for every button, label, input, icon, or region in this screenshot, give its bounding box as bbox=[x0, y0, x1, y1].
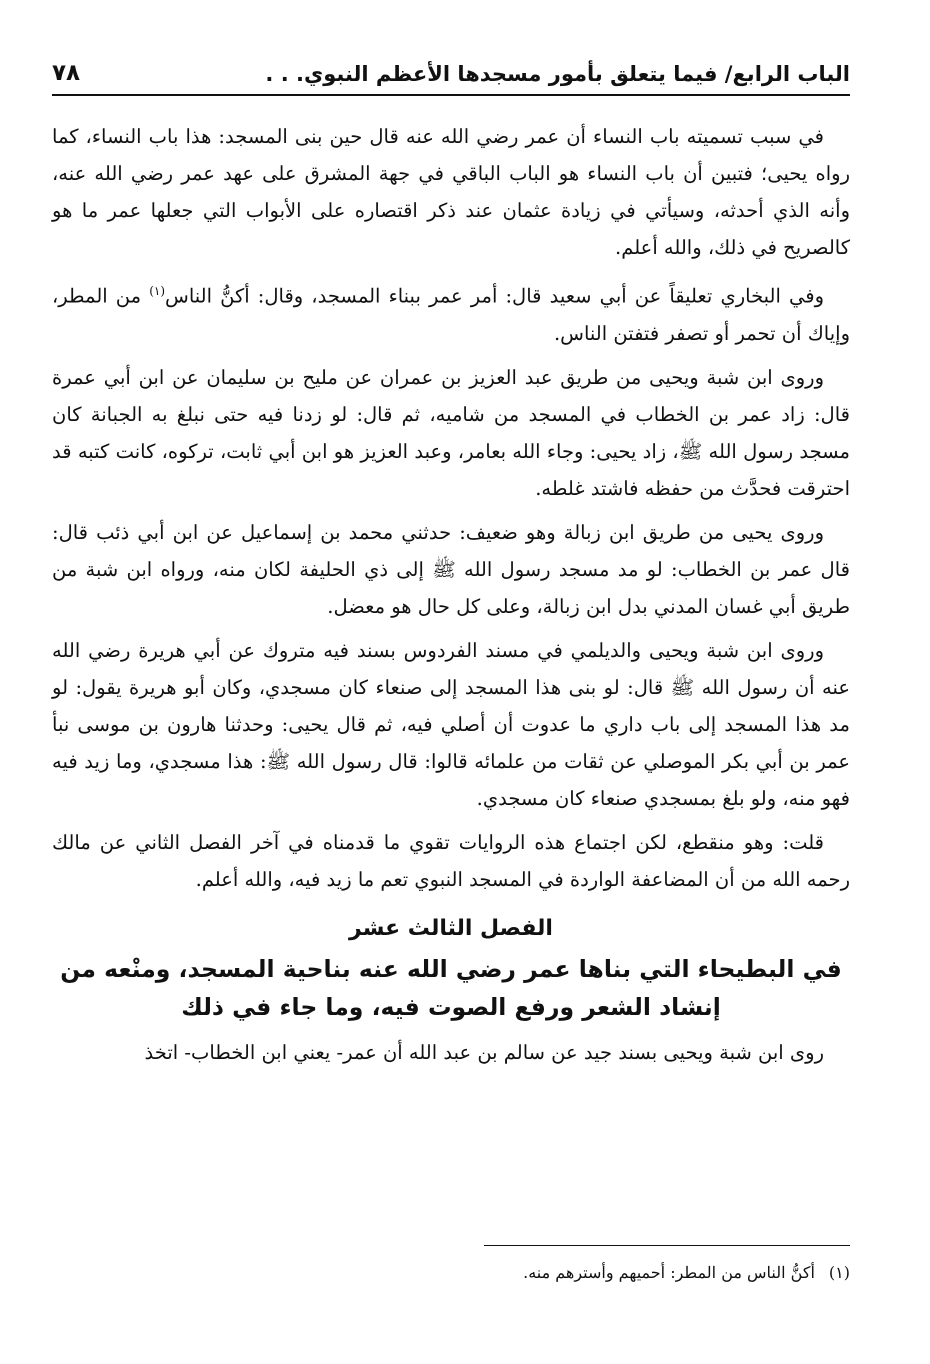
paragraph-bukhari bbox=[52, 273, 850, 352]
footnote bbox=[52, 1260, 850, 1286]
section-heading: الفصل الثالث عشر bbox=[349, 915, 553, 941]
section-subtitle bbox=[52, 950, 850, 1026]
paragraph-womens-gate: في سبب تسميته باب النساء أن عمر رضي الله عنه قال حين بنى المسجد: هذا باب النساء، كما رواه يحيى؛ فتبين أن باب النساء هو الباب الباقي في جهة المشرق على عهد عمر رضي الله عنه، وأنه الذي أحدثه، وسيأتي في زيادة عثمان عند ذكر اقتصاره على الأبواب التي جعلها عمر ما هو كالصريح في ذلك، والله أعلم. bbox=[52, 125, 850, 259]
running-header bbox=[52, 60, 850, 96]
paragraph-author-comment: قلت: وهو منقطع، لكن اجتماع هذه الروايات تقوي ما قدمناه في آخر الفصل الثاني عن مالك رحمه الله من أن المضاعفة الواردة في المسجد النبوي تعم ما زيد فيه، والله أعلم. bbox=[52, 830, 850, 891]
book-page bbox=[52, 52, 850, 1312]
main-text bbox=[52, 118, 850, 1078]
paragraph-ibn-shabba-expansion: وروى ابن شبة ويحيى من طريق عبد العزيز بن عمران عن مليح بن سليمان عن ابن أبي عمرة قال: زاد عمر بن الخطاب في المسجد من شاميه، ثم قال: لو زدنا فيه حتى نبلغ به الجبانة كان مسجد رسول الله ﷺ، زاد يحيى: وجاء الله بعامر، وعبد العزيز هو ابن أبي ثابت، تركوه، كانت كتبه قد احترقت فحدَّث من حفظه فاشتد غلطه. bbox=[52, 365, 850, 500]
footnote-divider bbox=[484, 1245, 850, 1246]
bukhari-text: وفي البخاري تعليقاً عن أبي سعيد قال: أمر عمر ببناء المسجد، وقال: أكنُّ الناس bbox=[165, 284, 825, 308]
paragraph-ibn-zabala: وروى يحيى من طريق ابن زبالة وهو ضعيف: حدثني محمد بن إسماعيل عن ابن أبي ذئب قال: قال عمر بن الخطاب: لو مد مسجد رسول الله ﷺ إلى ذي الحليفة لكان منه، ورواه ابن شبة من طريق أبي غسان المدني بدل ابن زبالة، وعلى كل حال هو معضل. bbox=[52, 520, 850, 618]
footnote-text: أكنُّ الناس من المطر: أحميهم وأسترهم منه. bbox=[523, 1263, 815, 1282]
footnote-number: (١) bbox=[828, 1263, 850, 1282]
paragraph-sanaa: وروى ابن شبة ويحيى والديلمي في مسند الفردوس بسند فيه متروك عن أبي هريرة رضي الله عنه أن رسول الله ﷺ قال: لو بنى هذا المسجد إلى صنعاء كان مسجدي، وكان أبو هريرة يقول: لو مد هذا المسجد إلى باب داري ما عدوت أن أصلي فيه، ثم قال يحيى: وحدثنا هارون بن موسى نبأ عمر بن أبي بكر الموصلي عن ثقات من علمائه قالوا: قال رسول الله ﷺ: هذا مسجدي، وما زيد فيه فهو منه، ولو بلغ بمسجدي صنعاء كان مسجدي. bbox=[52, 638, 850, 810]
section-subtitle-line-1: في البطيحاء التي بناها عمر رضي الله عنه بناحية المسجد، ومنْعه من bbox=[60, 954, 842, 983]
paragraph-section-opening: روى ابن شبة ويحيى بسند جيد عن سالم بن عبد الله أن عمر- يعني ابن الخطاب- اتخذ bbox=[144, 1040, 824, 1064]
bukhari-text-continued: من المطر، وإياك أن تحمر أو تصفر فتفتن الناس. bbox=[52, 284, 850, 345]
page-number: ٧٨ bbox=[52, 60, 81, 86]
section-subtitle-line-2: إنشاد الشعر ورفع الصوت فيه، وما جاء في ذلك bbox=[181, 992, 721, 1021]
footnote-reference: (١) bbox=[149, 284, 166, 298]
chapter-running-title: الباب الرابع/ فيما يتعلق بأمور مسجدها الأعظم النبوي. . . bbox=[265, 62, 850, 86]
